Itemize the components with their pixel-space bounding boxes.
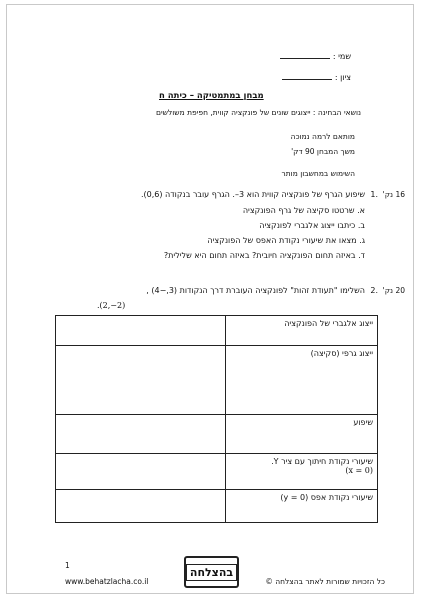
page-number: 1 [65,561,70,570]
q2-points: 20 נק' [382,286,405,295]
name-row [280,51,351,61]
exam-page [6,4,414,594]
brand-logo [184,556,239,588]
grade-row [282,72,351,82]
y-intercept-label: שיעורי נקודת חיתוך עם ציר Y. [271,457,373,466]
name-blank [280,51,330,59]
q1-number: 1. [370,190,378,199]
q1-points: 16 נק' [382,190,405,199]
level-note: מותאם לרמה נמוכה [290,132,355,141]
table-row [56,454,378,490]
duration-note: משך המבחן 90 דק' [291,147,355,156]
answer-cell-y-intercept[interactable] [56,454,226,490]
q1-stem: שיפוע הגרף של פונקציה קווית הוא 3–. הגרף עובר בנקודה (0,6). [140,190,365,199]
row-label-slope: שיפוע [226,415,378,454]
q1-item-a: א. שרטטו סקיצה של גרף הפונקציה [242,206,365,215]
logo-text: בהצלחה [186,564,237,581]
q2-stem: השלימו "תעודת זהות" לפונקציה העוברת דרך הנקודות (3,−4) , [146,286,365,295]
q2-stem-point: .(2,−2) [97,301,126,310]
q1-item-d: ד. באיזה תחום הפונקציה חיובית? באיזה תחום היא שלילית? [163,251,365,260]
table-row [56,490,378,523]
row-label-zero: שיעורי נקודת אפס (y = 0) [226,490,378,523]
row-label-y-intercept [226,454,378,490]
q1-item-c: ג. מצאו את שיעורי נקודת האפס של הפונקציה [207,236,365,245]
page-title: מבחן במתמטיקה – כיתה ח [159,91,264,101]
answer-cell-slope[interactable] [56,415,226,454]
grade-label: ציון : [334,73,351,82]
grade-blank [282,72,332,80]
identity-card-table [55,315,378,523]
y-intercept-condition: (x = 0) [345,466,373,475]
q1-item-b: ב. כיתבו ייצוג אלגברי לפונקציה [259,221,365,230]
table-row [56,316,378,346]
answer-cell-graph[interactable] [56,346,226,415]
row-label-graph: ייצוג גרפי (סקיצה) [226,346,378,415]
table-row [56,415,378,454]
name-label: שמי : [332,52,351,61]
copyright-note: כל הזכויות שמורות לאתר בהצלחה © [265,577,385,586]
answer-cell-algebraic[interactable] [56,316,226,346]
exam-subject: נושאי הבחינה : ייצוגים שונים של פונקציה קווית, חפיפת משולשים [156,108,361,117]
answer-cell-zero[interactable] [56,490,226,523]
website-link[interactable]: www.behatzlacha.co.il [65,577,149,586]
calculator-note: השימוש במחשבון מותר [281,169,355,178]
q2-number: 2. [370,286,378,295]
row-label-algebraic: ייצוג אלגברי של הפונקציה [226,316,378,346]
table-row [56,346,378,415]
